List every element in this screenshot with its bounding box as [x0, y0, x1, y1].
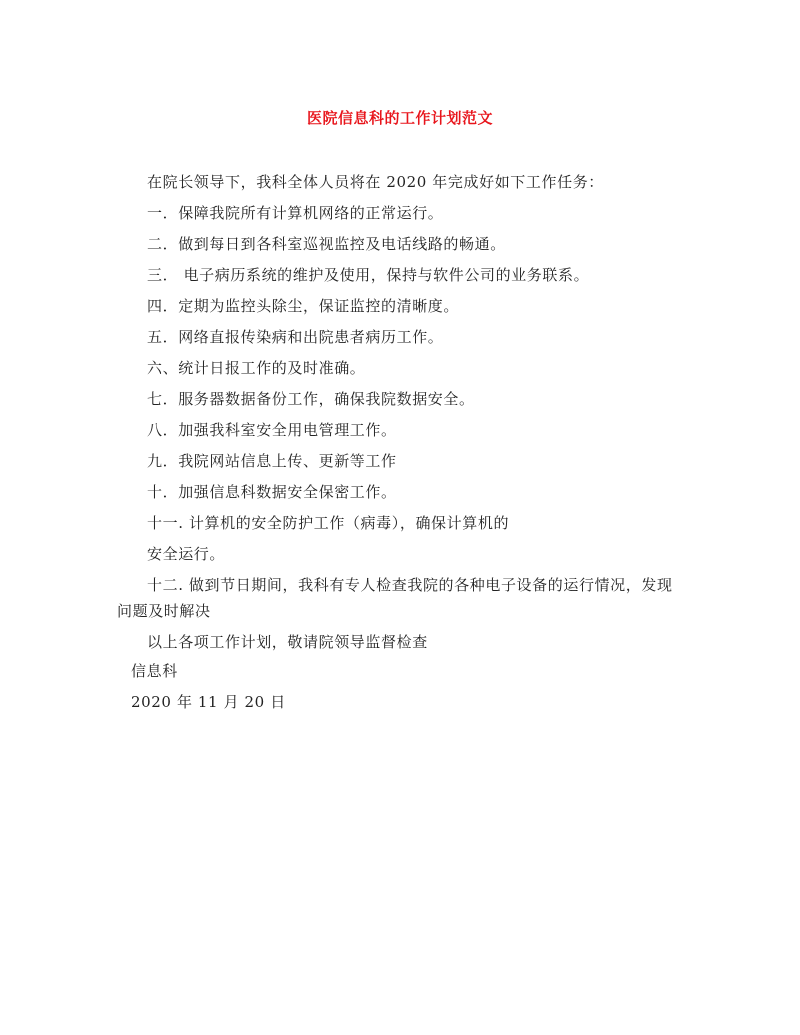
task-item-11-line1: 十一. 计算机的安全防护工作（病毒），确保计算机的	[147, 514, 510, 532]
task-item-9: 九．我院网站信息上传、更新等工作	[147, 452, 397, 470]
closing-line: 以上各项工作计划，敬请院领导监督检查	[147, 633, 428, 651]
task-item-5: 五．网络直报传染病和出院患者病历工作。	[147, 328, 444, 346]
task-item-12-line2: 问题及时解决	[117, 602, 211, 620]
task-item-8: 八．加强我科室安全用电管理工作。	[147, 421, 397, 439]
task-item-6: 六、统计日报工作的及时准确。	[147, 359, 366, 377]
intro-paragraph: 在院长领导下，我科全体人员将在 2020 年完成好如下工作任务：	[147, 173, 604, 191]
department-signature: 信息科	[131, 662, 178, 680]
document-date: 2020 年 11 月 20 日	[131, 693, 286, 711]
task-item-1: 一．保障我院所有计算机网络的正常运行。	[147, 204, 444, 222]
task-item-7: 七．服务器数据备份工作，确保我院数据安全。	[147, 390, 475, 408]
task-item-3: 三． 电子病历系统的维护及使用，保持与软件公司的业务联系。	[147, 266, 590, 284]
document-title: 医院信息科的工作计划范文	[306, 109, 493, 127]
task-item-12-line1: 十二. 做到节日期间，我科有专人检查我院的各种电子设备的运行情况，发现	[147, 576, 673, 594]
task-item-4: 四．定期为监控头除尘，保证监控的清晰度。	[147, 297, 460, 315]
task-item-11-line2: 安全运行。	[147, 545, 226, 563]
task-item-2: 二．做到每日到各科室巡视监控及电话线路的畅通。	[147, 235, 506, 253]
task-item-10: 十．加强信息科数据安全保密工作。	[147, 483, 397, 501]
